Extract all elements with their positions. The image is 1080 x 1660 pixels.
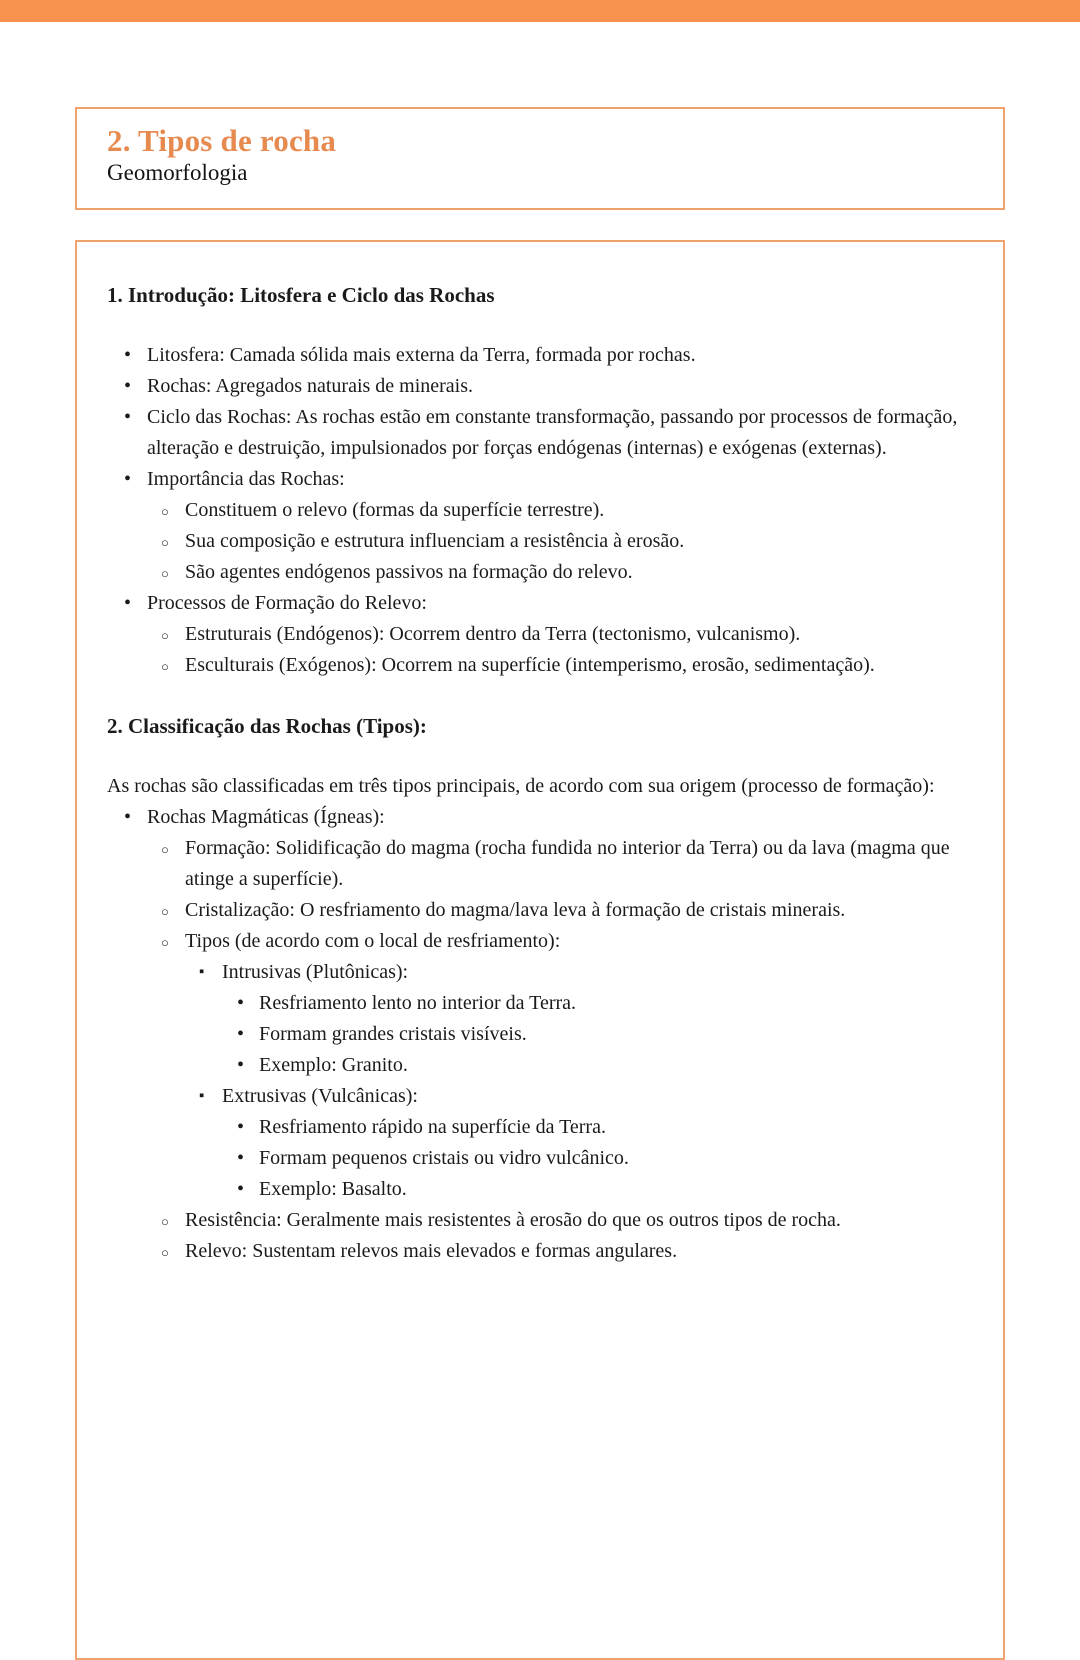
list-item: ○ Constituem o relevo (formas da superfície terrestre). xyxy=(107,495,973,526)
page-title: 2. Tipos de rocha xyxy=(107,123,337,158)
list-item: ○ Resistência: Geralmente mais resistentes à erosão do que os outros tipos de rocha. xyxy=(107,1205,973,1236)
list-item: • Resfriamento rápido na superfície da Terra. xyxy=(107,1112,973,1143)
list-item: ▪ Extrusivas (Vulcânicas): xyxy=(107,1081,973,1112)
list-item: • Ciclo das Rochas: As rochas estão em constante transformação, passando por processos de formação, alteração e destruição, impulsionados por forças endógenas (internas) e exógenas (externas). xyxy=(107,402,973,464)
intro-paragraph: As rochas são classificadas em três tipos principais, de acordo com sua origem (processo de formação): xyxy=(107,775,935,797)
list-item: ○ Cristalização: O resfriamento do magma/lava leva à formação de cristais minerais. xyxy=(107,895,973,926)
section-heading-introducao: 1. Introdução: Litosfera e Ciclo das Rochas xyxy=(107,283,495,307)
list-item: ○ São agentes endógenos passivos na formação do relevo. xyxy=(107,557,973,588)
list-item: • Formam grandes cristais visíveis. xyxy=(107,1019,973,1050)
list-item: • Rochas: Agregados naturais de minerais. xyxy=(107,371,973,402)
list-item: ○ Estruturais (Endógenos): Ocorrem dentro da Terra (tectonismo, vulcanismo). xyxy=(107,619,973,650)
list-item: • Importância das Rochas: xyxy=(107,464,973,495)
list-item: ▪ Intrusivas (Plutônicas): xyxy=(107,957,973,988)
list-item: • Rochas Magmáticas (Ígneas): xyxy=(107,802,973,833)
page-subtitle: Geomorfologia xyxy=(107,159,248,185)
list-item: ○ Sua composição e estrutura influenciam a resistência à erosão. xyxy=(107,526,973,557)
section-heading-classificacao: 2. Classificação das Rochas (Tipos): xyxy=(107,714,427,738)
list-introducao xyxy=(107,340,973,681)
list-item: ○ Formação: Solidificação do magma (rocha fundida no interior da Terra) ou da lava (magma que atinge a superfície). xyxy=(107,833,973,895)
list-item: • Litosfera: Camada sólida mais externa da Terra, formada por rochas. xyxy=(107,340,973,371)
header-box xyxy=(75,107,1005,210)
list-classificacao xyxy=(107,802,973,1267)
list-item: • Processos de Formação do Relevo: xyxy=(107,588,973,619)
list-item: • Formam pequenos cristais ou vidro vulcânico. xyxy=(107,1143,973,1174)
list-item: • Exemplo: Basalto. xyxy=(107,1174,973,1205)
list-item: ○ Esculturais (Exógenos): Ocorrem na superfície (intemperismo, erosão, sedimentação). xyxy=(107,650,973,681)
list-item: • Exemplo: Granito. xyxy=(107,1050,973,1081)
list-item: • Resfriamento lento no interior da Terra. xyxy=(107,988,973,1019)
list-item: ○ Relevo: Sustentam relevos mais elevados e formas angulares. xyxy=(107,1236,973,1267)
list-item: ○ Tipos (de acordo com o local de resfriamento): xyxy=(107,926,973,957)
content-box xyxy=(75,240,1005,1660)
top-accent-bar xyxy=(0,0,1080,22)
